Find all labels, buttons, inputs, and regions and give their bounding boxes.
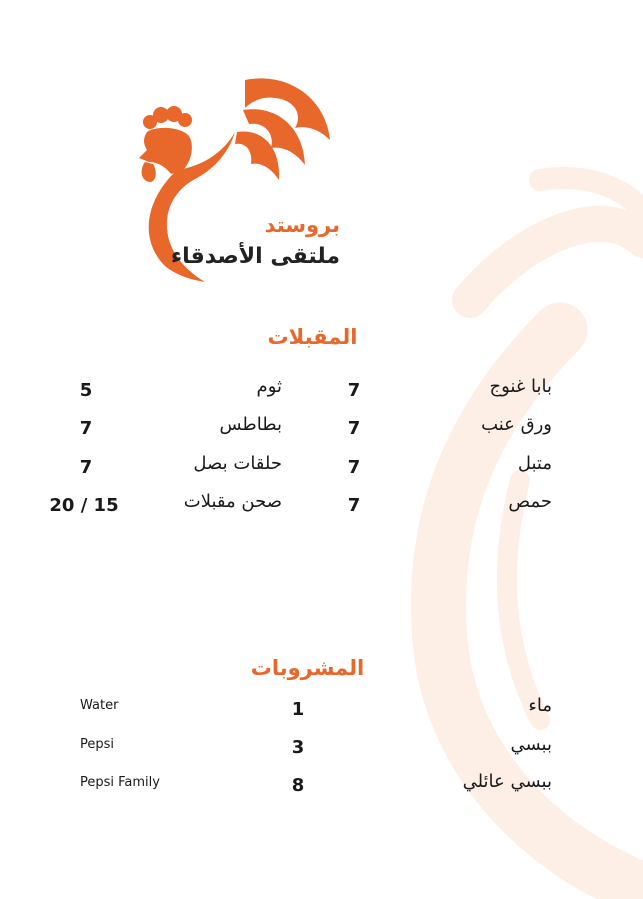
- brand-name-line1: بروستد: [264, 213, 340, 237]
- menu-item-name: متبل: [517, 453, 552, 474]
- menu-item-price: 7: [347, 380, 361, 401]
- drink-name-ar: ببسي عائلي: [462, 771, 552, 792]
- menu-item-price: 7: [79, 457, 93, 478]
- drink-price: 1: [291, 699, 305, 720]
- brand-name-line2: ملتقى الأصدقاء: [170, 244, 340, 269]
- menu-item-name: حلقات بصل: [193, 453, 282, 474]
- drink-name-en: Water: [80, 698, 119, 713]
- menu-item-name: بابا غنوج: [489, 376, 552, 397]
- menu-item-name: صحن مقبلات: [183, 491, 282, 512]
- menu-item-price: 5: [79, 380, 93, 401]
- drink-price: 3: [291, 737, 305, 758]
- menu-item-name: بطاطس: [219, 414, 282, 435]
- menu-item-price: 7: [79, 418, 93, 439]
- menu-item-name: ثوم: [256, 376, 282, 397]
- menu-item-name: ورق عنب: [481, 414, 552, 435]
- drink-price: 8: [291, 775, 305, 796]
- drinks-section-title: المشروبات: [250, 656, 365, 680]
- drink-name-en: Pepsi Family: [80, 775, 160, 790]
- menu-item-price: 7: [347, 495, 361, 516]
- drink-name-en: Pepsi: [80, 737, 115, 752]
- menu-item-price: 7: [347, 418, 361, 439]
- menu-item-price: 20 / 15: [49, 495, 119, 516]
- menu-item-price: 7: [347, 457, 361, 478]
- drink-name-ar: ببسي: [510, 734, 552, 755]
- appetizers-section-title: المقبلات: [267, 325, 358, 349]
- drink-name-ar: ماء: [528, 695, 552, 716]
- menu-item-name: حمص: [508, 491, 552, 512]
